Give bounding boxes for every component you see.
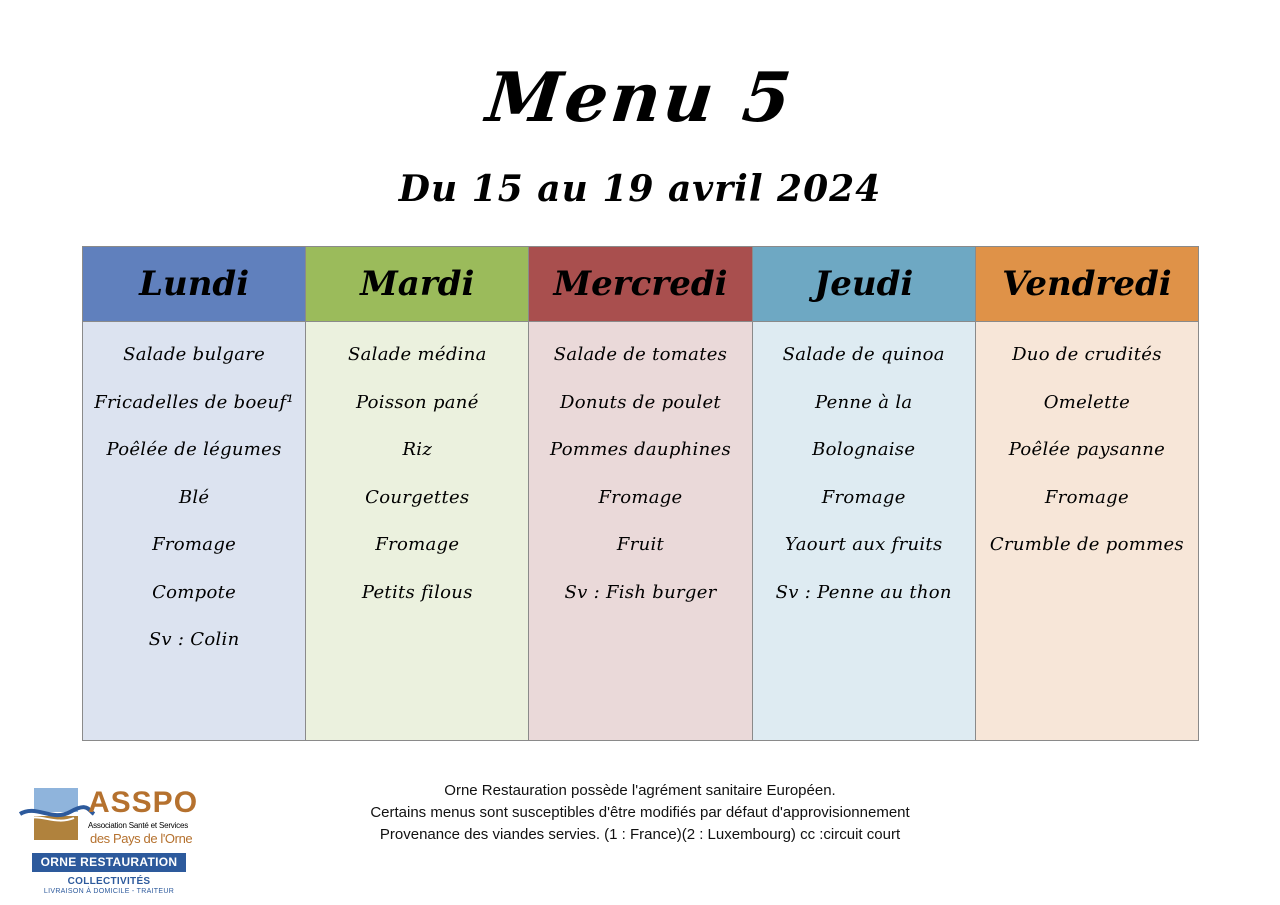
logo-band: ORNE RESTAURATION xyxy=(32,853,186,872)
footer-notes xyxy=(300,780,980,846)
dish-item: Fromage xyxy=(375,534,460,555)
wave-icon xyxy=(18,788,96,844)
logo-name: ASSPO xyxy=(88,786,199,819)
dish-item: Compote xyxy=(152,581,237,603)
day-header: Lundi xyxy=(83,247,305,322)
dish-item: Bolognaise xyxy=(812,439,916,460)
dish-item: Courgettes xyxy=(365,486,470,508)
dish-item: Poêlée paysanne xyxy=(1008,439,1166,460)
dish-item: Omelette xyxy=(1043,391,1131,413)
day-column-jeudi xyxy=(753,247,976,740)
day-column-vendredi xyxy=(976,247,1198,740)
dish-item: Salade de quinoa xyxy=(782,344,945,365)
dish-item: Duo de crudités xyxy=(1012,344,1162,365)
dish-item: Blé xyxy=(178,486,210,508)
day-header: Jeudi xyxy=(753,247,975,322)
dish-item: Donuts de poulet xyxy=(560,391,721,413)
logo-services: LIVRAISON À DOMICILE - TRAITEUR xyxy=(43,888,175,895)
dish-item: Salade médina xyxy=(347,344,487,365)
day-dishes xyxy=(306,322,528,740)
day-header: Vendredi xyxy=(976,247,1198,322)
dish-item: Salade bulgare xyxy=(123,344,266,365)
dish-item: Fromage xyxy=(821,486,906,508)
dish-item: Fromage xyxy=(152,534,237,555)
menu-table xyxy=(82,246,1199,741)
day-dishes xyxy=(753,322,975,740)
dish-item: Pommes dauphines xyxy=(550,439,731,460)
dish-item: Poisson pané xyxy=(355,391,479,413)
day-dishes xyxy=(976,322,1198,740)
asspo-logo xyxy=(14,786,199,901)
footer-line-agrement: Orne Restauration possède l'agrément sanitaire Européen. xyxy=(444,782,836,799)
day-dishes xyxy=(83,322,305,740)
dish-item: Fruit xyxy=(616,534,665,555)
day-column-lundi xyxy=(83,247,306,740)
day-column-mardi xyxy=(306,247,529,740)
dish-item: Fromage xyxy=(598,486,683,508)
day-header: Mercredi xyxy=(529,247,751,322)
logo-subtitle: Association Santé et Services xyxy=(88,821,189,830)
day-column-mercredi xyxy=(529,247,752,740)
dish-item: Sv : Fish burger xyxy=(564,581,717,603)
logo-subtitle-region: des Pays de l'Orne xyxy=(90,831,193,846)
dish-item: Fromage xyxy=(1044,486,1129,508)
page-subtitle: Du 15 au 19 avril 2024 xyxy=(398,168,882,210)
dish-item: Fricadelles de boeuf¹ xyxy=(94,391,294,413)
dish-item: Sv : Colin xyxy=(148,629,240,650)
dish-item: Yaourt aux fruits xyxy=(784,534,943,555)
footer-line-modifications: Certains menus sont susceptibles d'être modifiés par défaut d'approvisionnement xyxy=(370,804,910,821)
dish-item: Poêlée de légumes xyxy=(106,439,282,460)
day-header: Mardi xyxy=(306,247,528,322)
page-title: Menu 5 xyxy=(482,58,798,138)
dish-item: Riz xyxy=(402,439,433,460)
logo-collectivites: COLLECTIVITÉS xyxy=(67,876,151,887)
day-dishes xyxy=(529,322,751,740)
dish-item: Salade de tomates xyxy=(553,344,728,365)
dish-item: Crumble de pommes xyxy=(989,534,1184,555)
dish-item: Petits filous xyxy=(361,581,473,603)
dish-item: Sv : Penne au thon xyxy=(775,581,952,603)
dish-item: Penne à la xyxy=(814,391,913,413)
footer-line-provenance: Provenance des viandes servies. (1 : France)(2 : Luxembourg) cc :circuit court xyxy=(379,826,901,843)
